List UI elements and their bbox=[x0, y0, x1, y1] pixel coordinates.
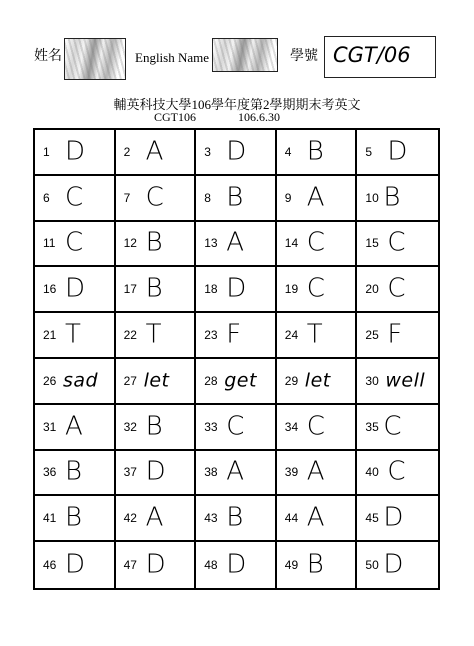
answer-cell bbox=[196, 267, 277, 313]
handwritten-answer: C bbox=[306, 227, 326, 258]
handwritten-answer: D bbox=[145, 549, 167, 580]
handwritten-answer: B bbox=[145, 227, 164, 258]
answer-cell bbox=[357, 130, 438, 176]
question-number: 8 bbox=[204, 190, 211, 205]
handwritten-answer: C bbox=[306, 273, 326, 304]
handwritten-answer: A bbox=[306, 456, 326, 487]
course-code: CGT106 bbox=[154, 110, 196, 124]
handwritten-answer: A bbox=[145, 502, 164, 533]
answer-cell bbox=[357, 451, 438, 497]
answer-cell bbox=[357, 359, 438, 405]
answer-cell bbox=[35, 542, 116, 588]
handwritten-answer: D bbox=[65, 136, 86, 167]
question-number: 44 bbox=[284, 511, 299, 526]
answer-cell bbox=[357, 313, 438, 359]
handwritten-answer: D bbox=[226, 136, 247, 167]
question-number: 31 bbox=[43, 419, 57, 434]
answer-cell bbox=[35, 496, 116, 542]
handwritten-answer: get bbox=[224, 369, 257, 392]
handwritten-answer: D bbox=[226, 273, 247, 304]
handwritten-answer: D bbox=[145, 456, 167, 487]
answer-cell bbox=[277, 313, 358, 359]
handwritten-answer: well bbox=[385, 369, 426, 392]
question-number: 21 bbox=[43, 328, 57, 343]
english-name-label: English Name bbox=[135, 50, 210, 65]
question-number: 4 bbox=[284, 144, 292, 159]
question-number: 33 bbox=[204, 419, 218, 434]
answer-cell bbox=[116, 267, 197, 313]
question-number: 41 bbox=[43, 511, 57, 526]
answer-cell bbox=[357, 222, 438, 268]
handwritten-answer: B bbox=[145, 411, 164, 442]
question-number: 7 bbox=[123, 190, 131, 205]
handwritten-answer: C bbox=[306, 411, 326, 442]
question-number: 17 bbox=[123, 282, 137, 297]
answer-cell bbox=[35, 267, 116, 313]
handwritten-answer: A bbox=[145, 136, 164, 167]
handwritten-answer: B bbox=[226, 502, 244, 533]
answer-cell bbox=[196, 405, 277, 451]
question-number: 12 bbox=[123, 236, 137, 251]
handwritten-answer: D bbox=[65, 549, 86, 580]
student-id-box bbox=[324, 36, 436, 78]
answer-cell bbox=[116, 313, 197, 359]
question-number: 28 bbox=[204, 373, 218, 388]
handwritten-answer: D bbox=[65, 273, 86, 304]
answer-grid bbox=[33, 128, 440, 590]
question-number: 13 bbox=[204, 236, 218, 251]
handwritten-answer: B bbox=[145, 273, 164, 304]
handwritten-answer: B bbox=[383, 182, 401, 213]
handwritten-answer: A bbox=[226, 456, 245, 487]
question-number: 30 bbox=[365, 373, 379, 388]
answer-cell bbox=[35, 313, 116, 359]
question-number: 26 bbox=[43, 373, 57, 388]
answer-cell bbox=[196, 451, 277, 497]
handwritten-answer: D bbox=[383, 549, 404, 580]
handwritten-answer: F bbox=[387, 319, 403, 350]
question-number: 3 bbox=[204, 144, 211, 159]
question-number: 29 bbox=[284, 373, 299, 388]
question-number: 48 bbox=[204, 558, 218, 573]
handwritten-answer: A bbox=[65, 411, 84, 442]
question-number: 15 bbox=[365, 236, 379, 251]
answer-cell bbox=[116, 130, 197, 176]
question-number: 42 bbox=[123, 511, 137, 526]
handwritten-answer: A bbox=[226, 227, 245, 258]
question-number: 38 bbox=[204, 465, 218, 480]
handwritten-answer: F bbox=[226, 319, 242, 350]
question-number: 23 bbox=[204, 328, 218, 343]
handwritten-answer: B bbox=[65, 456, 83, 487]
question-number: 50 bbox=[365, 558, 379, 573]
question-number: 19 bbox=[284, 282, 299, 297]
answer-cell bbox=[357, 542, 438, 588]
answer-cell bbox=[196, 222, 277, 268]
answer-cell bbox=[116, 405, 197, 451]
exam-date: 106.6.30 bbox=[238, 110, 280, 124]
handwritten-answer: D bbox=[387, 136, 408, 167]
question-number: 5 bbox=[365, 144, 373, 159]
answer-cell bbox=[196, 130, 277, 176]
answer-cell bbox=[277, 359, 358, 405]
handwritten-answer: C bbox=[145, 182, 165, 213]
handwritten-answer: C bbox=[387, 273, 407, 304]
name-field-redacted bbox=[64, 38, 126, 80]
handwritten-answer: C bbox=[65, 227, 84, 258]
question-number: 2 bbox=[123, 144, 131, 159]
question-number: 49 bbox=[284, 558, 299, 573]
handwritten-answer: B bbox=[306, 136, 325, 167]
question-number: 34 bbox=[284, 419, 299, 434]
handwritten-answer: T bbox=[65, 319, 82, 350]
handwritten-answer: T bbox=[306, 319, 324, 350]
handwritten-answer: A bbox=[306, 502, 326, 533]
answer-cell bbox=[357, 176, 438, 222]
handwritten-answer: C bbox=[387, 227, 407, 258]
handwritten-answer: D bbox=[226, 549, 247, 580]
english-name-field-redacted bbox=[212, 38, 278, 72]
exam-title: 輔英科技大學106學年度第2學期期末考英文 bbox=[113, 97, 361, 112]
question-number: 9 bbox=[284, 190, 292, 205]
question-number: 18 bbox=[204, 282, 218, 297]
answer-cell bbox=[357, 267, 438, 313]
question-number: 6 bbox=[43, 190, 50, 205]
handwritten-answer: A bbox=[306, 182, 326, 213]
question-number: 32 bbox=[123, 419, 137, 434]
answer-cell bbox=[116, 222, 197, 268]
question-number: 43 bbox=[204, 511, 218, 526]
question-number: 20 bbox=[365, 282, 379, 297]
question-number: 45 bbox=[365, 511, 379, 526]
handwritten-answer: T bbox=[145, 319, 162, 350]
answer-cell bbox=[196, 359, 277, 405]
answer-cell bbox=[277, 267, 358, 313]
question-number: 1 bbox=[43, 144, 50, 159]
answer-cell bbox=[35, 451, 116, 497]
question-number: 47 bbox=[123, 558, 137, 573]
answer-cell bbox=[277, 222, 358, 268]
handwritten-answer: C bbox=[226, 411, 245, 442]
handwritten-answer: B bbox=[65, 502, 83, 533]
student-id-label: 學號 bbox=[290, 49, 318, 64]
answer-cell bbox=[357, 405, 438, 451]
handwritten-answer: let bbox=[143, 369, 170, 392]
question-number: 27 bbox=[123, 373, 137, 388]
answer-cell bbox=[196, 313, 277, 359]
question-number: 39 bbox=[284, 465, 299, 480]
answer-cell bbox=[277, 496, 358, 542]
answer-cell bbox=[116, 176, 197, 222]
question-number: 35 bbox=[365, 419, 379, 434]
question-number: 40 bbox=[365, 465, 379, 480]
question-number: 24 bbox=[284, 328, 299, 343]
question-number: 16 bbox=[43, 282, 57, 297]
question-number: 10 bbox=[365, 190, 379, 205]
question-number: 25 bbox=[365, 328, 379, 343]
answer-cell bbox=[35, 405, 116, 451]
answer-cell bbox=[116, 359, 197, 405]
question-number: 11 bbox=[43, 236, 56, 251]
answer-cell bbox=[35, 176, 116, 222]
handwritten-answer: D bbox=[383, 502, 404, 533]
answer-cell bbox=[116, 496, 197, 542]
answer-cell bbox=[35, 222, 116, 268]
answer-cell bbox=[35, 130, 116, 176]
question-number: 14 bbox=[284, 236, 299, 251]
handwritten-answer: C bbox=[383, 411, 403, 442]
answer-cell bbox=[116, 542, 197, 588]
answer-cell bbox=[277, 176, 358, 222]
name-label: 姓名 bbox=[34, 49, 62, 64]
answer-cell bbox=[277, 542, 358, 588]
question-number: 37 bbox=[123, 465, 137, 480]
answer-cell bbox=[196, 496, 277, 542]
handwritten-answer: sad bbox=[63, 369, 99, 392]
header bbox=[0, 38, 474, 82]
handwritten-answer: B bbox=[226, 182, 244, 213]
answer-cell bbox=[196, 542, 277, 588]
answer-cell bbox=[196, 176, 277, 222]
question-number: 36 bbox=[43, 465, 57, 480]
handwritten-answer: let bbox=[304, 369, 331, 392]
answer-cell bbox=[277, 130, 358, 176]
answer-cell bbox=[277, 451, 358, 497]
answer-cell bbox=[357, 496, 438, 542]
question-number: 46 bbox=[43, 558, 57, 573]
handwritten-answer: C bbox=[387, 456, 407, 487]
handwritten-answer: C bbox=[65, 182, 84, 213]
handwritten-answer: B bbox=[306, 549, 325, 580]
question-number: 22 bbox=[123, 328, 137, 343]
answer-cell bbox=[277, 405, 358, 451]
answer-cell bbox=[35, 359, 116, 405]
answer-cell bbox=[116, 451, 197, 497]
student-id-value: CGT/06 bbox=[333, 43, 411, 67]
